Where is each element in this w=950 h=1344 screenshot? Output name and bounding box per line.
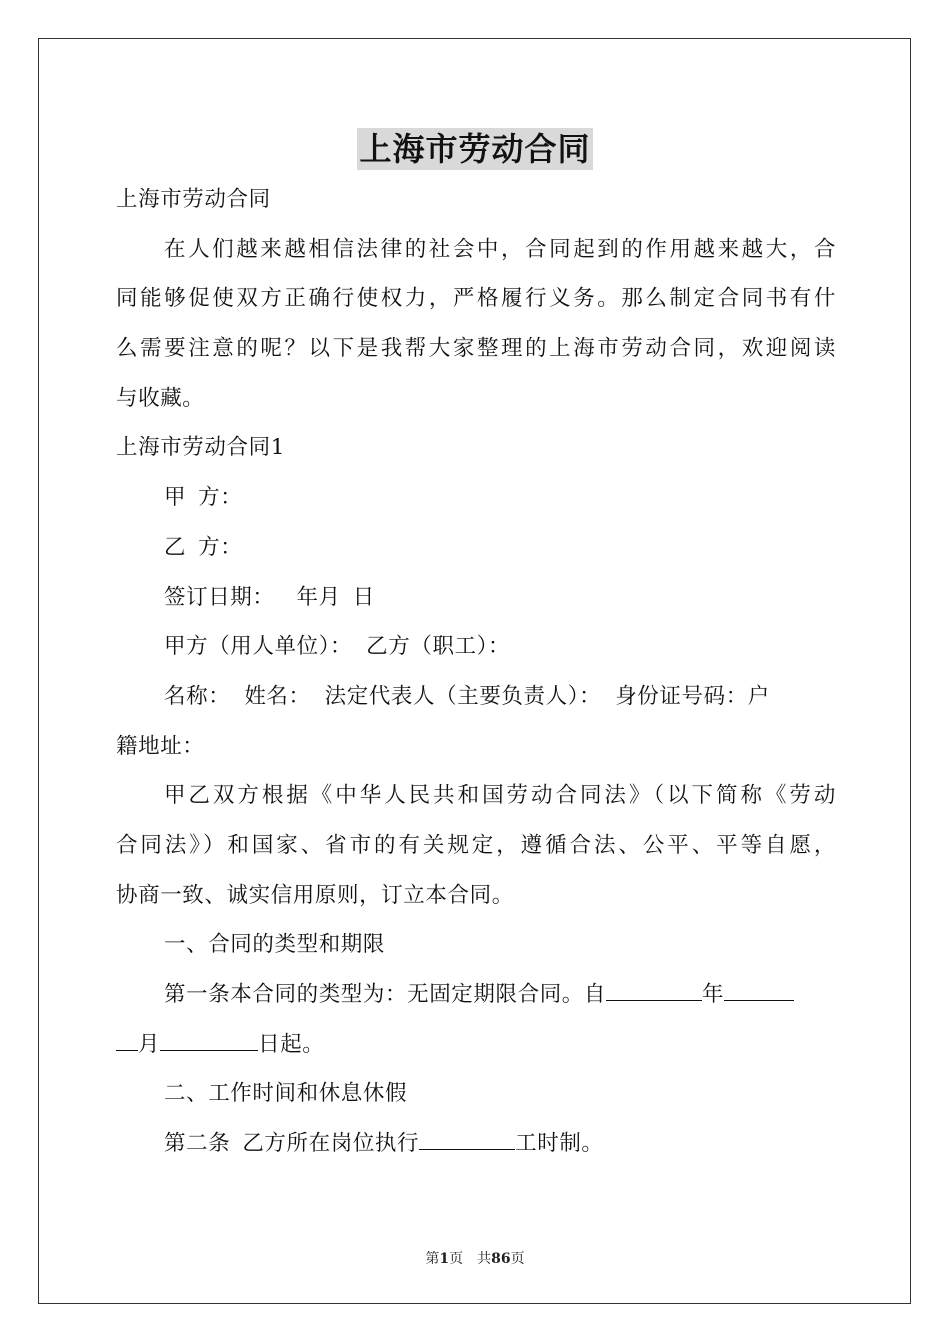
start-month-blank-part2 xyxy=(116,1028,138,1051)
intro-line-2: 同能够促使双方正确行使权力，严格履行义务。那么制定合同书有什 xyxy=(116,286,836,312)
legal-rep-label: 法定代表人（主要负责人）： xyxy=(324,683,602,709)
footer-page-word: 页 xyxy=(449,1251,464,1267)
document-title xyxy=(0,128,950,170)
party-b-label-1: 乙 xyxy=(164,534,187,560)
month-label: 月 xyxy=(138,1031,161,1057)
basis-line-2: 合同法》）和国家、省市的有关规定，遵循合法、公平、平等自愿， xyxy=(116,832,836,858)
party-b-label-2: 方： xyxy=(198,534,243,560)
sign-date-label: 签订日期： xyxy=(164,584,275,610)
intro-line-3: 么需要注意的呢？以下是我帮大家整理的上海市劳动合同，欢迎阅读 xyxy=(116,336,836,362)
article-2-number: 第二条 xyxy=(164,1131,231,1157)
party-a-label-1: 甲 xyxy=(164,485,187,511)
sign-date-year-month: 年月 xyxy=(296,584,341,610)
working-hours-suffix: 工时制。 xyxy=(515,1131,604,1157)
sign-date-day: 日 xyxy=(352,584,375,610)
section-heading-contract-1: 上海市劳动合同1 xyxy=(116,435,285,461)
basis-line-3: 协商一致、诚实信用原则，订立本合同。 xyxy=(116,882,514,908)
footer-total-prefix: 共 xyxy=(477,1251,492,1267)
employer-label: 甲方（用人单位）： xyxy=(164,634,353,660)
start-day-blank xyxy=(160,1028,258,1051)
title-text: 上海市劳动合同 xyxy=(359,130,591,168)
party-fields-line xyxy=(116,672,836,722)
section-heading-work-time: 二、工作时间和休息休假 xyxy=(164,1081,408,1107)
subtitle-line: 上海市劳动合同 xyxy=(116,187,271,212)
id-number-label: 身份证号码：户 xyxy=(615,683,770,709)
article-1-line-2 xyxy=(116,1020,836,1070)
name-field-label: 名称： xyxy=(164,683,231,709)
person-name-label: 姓名： xyxy=(244,683,311,709)
article-1-text: 第一条本合同的类型为：无固定期限合同。自 xyxy=(164,982,607,1007)
current-page-number: 1 xyxy=(439,1251,450,1267)
document-body xyxy=(116,175,836,1169)
article-2-text: 乙方所在岗位执行 xyxy=(242,1131,420,1157)
total-pages-number: 86 xyxy=(491,1251,511,1267)
working-hours-blank xyxy=(419,1127,515,1150)
address-line: 籍地址： xyxy=(116,733,205,759)
article-1-line-1 xyxy=(116,970,836,1020)
section-heading-type-term: 一、合同的类型和期限 xyxy=(164,932,386,958)
footer-prefix: 第 xyxy=(425,1251,440,1267)
article-2-line xyxy=(116,1119,836,1169)
day-start-label: 日起。 xyxy=(258,1031,325,1057)
employee-label: 乙方（职工）： xyxy=(366,634,511,660)
page-footer xyxy=(0,1248,950,1268)
parties-header-line xyxy=(116,622,836,672)
start-month-blank-part1 xyxy=(724,978,794,1001)
footer-suffix: 页 xyxy=(510,1251,525,1267)
party-a-line xyxy=(116,473,836,523)
start-year-blank xyxy=(606,978,702,1001)
basis-line-1: 甲乙双方根据《中华人民共和国劳动合同法》（以下简称《劳动 xyxy=(164,783,836,809)
intro-line-1: 在人们越来越相信法律的社会中，合同起到的作用越来越大，合 xyxy=(164,236,836,262)
sign-date-line xyxy=(116,573,836,623)
party-b-line xyxy=(116,523,836,573)
party-a-label-2: 方： xyxy=(198,485,243,511)
year-label: 年 xyxy=(702,982,725,1007)
intro-line-4: 与收藏。 xyxy=(116,385,205,411)
